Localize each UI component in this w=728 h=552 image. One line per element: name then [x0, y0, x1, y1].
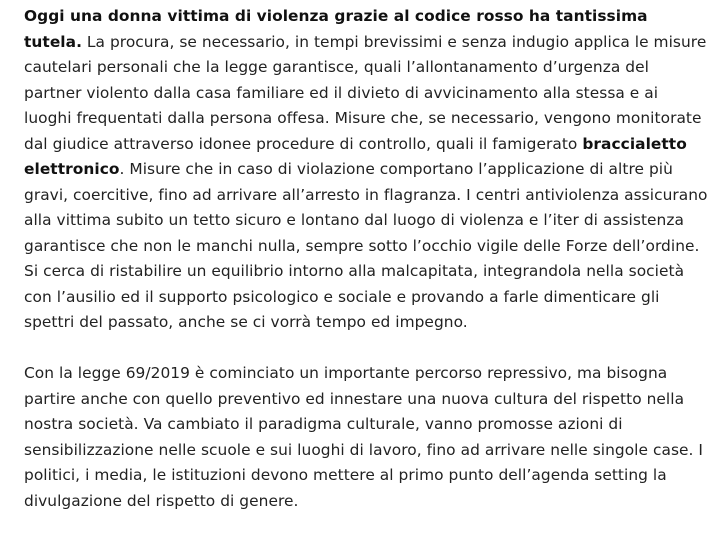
lead-sentence-bold: Oggi una donna vittima di violenza grazie al codice rosso ha tantissima tutela.	[24, 7, 648, 51]
paragraph-1-text-a: La procura, se necessario, in tempi brevissimi e senza indugio applica le misure cautelari personali che la legge garantisce, quali l’allontanamento d’urgenza del partner violento dalla casa familiare ed il divieto di avvicinamento alla stessa e ai luoghi frequentati dalla persona offesa. Misure che, se necessario, vengono monitorate dal giudice attraverso idonee procedure di controllo, quali il famigerato	[24, 32, 707, 153]
paragraph-2: Con la legge 69/2019 è cominciato un importante percorso repressivo, ma bisogna partire anche con quello preventivo ed innestare una nuova cultura del rispetto nella nostra società. Va cambiato il paradigma culturale, vanno promosse azioni di sensibilizzazione nelle scuole e sui luoghi di lavoro, fino ad arrivare nelle singole case. I politici, i media, le istituzioni devono mettere al primo punto dell’agenda setting la divulgazione del rispetto di genere.	[24, 364, 704, 510]
bold-term-braccialetto: braccialetto elettronico	[24, 134, 687, 178]
paragraph-1-text-b: . Misure che in caso di violazione comportano l’applicazione di altre più gravi, coercitive, fino ad arrivare all’arresto in flagranza. I centri antiviolenza assicurano alla vittima subito un tetto sicuro e lontano dal luogo di violenza e l’iter di assistenza garantisce che non le manchi nulla, sempre sotto l’occhio vigile delle Forze dell’ordine. Si cerca di ristabilire un equilibrio intorno alla malcapitata, integrandola nella società con l’ausilio ed il supporto psicologico e sociale e provando a farle dimenticare gli spettri del passato, anche se ci vorrà tempo ed impegno.	[24, 160, 708, 331]
paragraph-1	[24, 4, 708, 336]
